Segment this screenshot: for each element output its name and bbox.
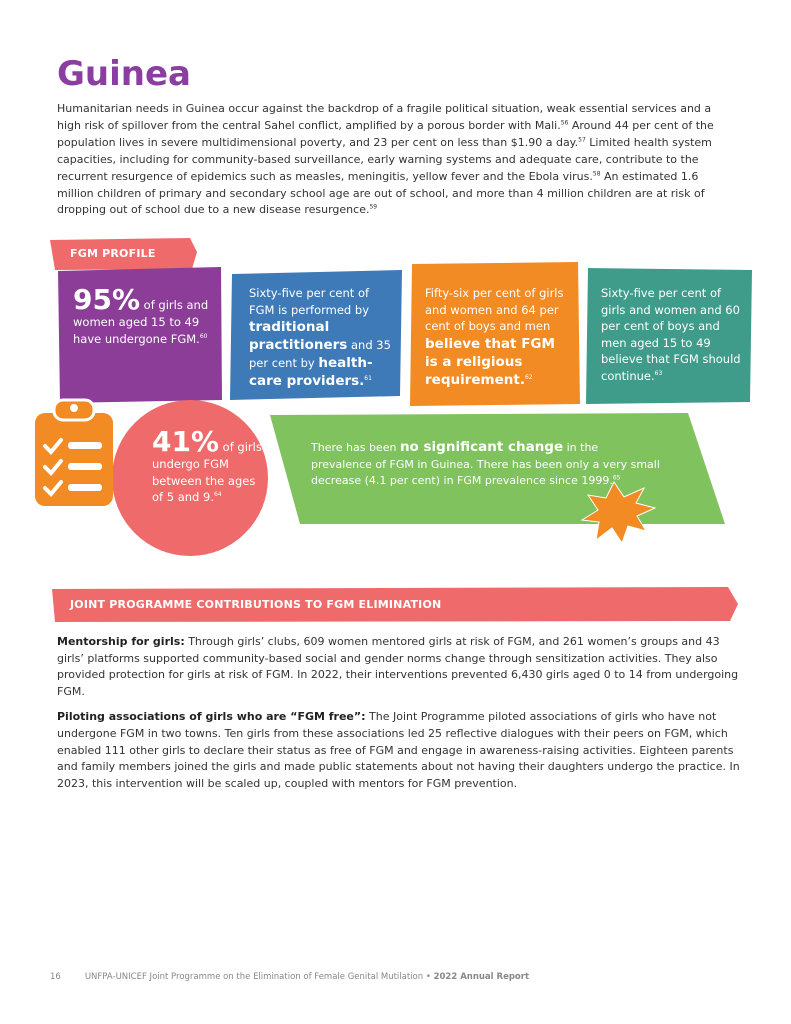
intro-text-1: Humanitarian needs in Guinea occur against the backdrop of a fragile political situation, weak essential services and a high risk of spillover from the central Sahel conflict, amplified by a porous border with Mali. (57, 102, 712, 132)
footnote-ref: 58 (592, 169, 601, 177)
joint-programme-section (57, 634, 741, 801)
circle-text (152, 425, 262, 506)
clipboard-checklist-icon (35, 400, 113, 506)
page-title: Guinea (57, 54, 191, 94)
joint-programme-tab-label: JOINT PROGRAMME CONTRIBUTIONS TO FGM ELIMINATION (70, 598, 442, 611)
stat-41-percent: 41% (152, 425, 220, 458)
piloting-heading: Piloting associations of girls who are “FGM free”: (57, 710, 366, 724)
card-2-body-1: Sixty-five per cent of FGM is performed by (249, 286, 370, 317)
intro-text-3: Limited health system capacities, including for community-based surveillance, early warning systems and adequate care, contribute to the recurrent resurgence of epidemics such as measles, meningitis, yellow fever and the Ebola virus. (57, 135, 712, 183)
card-3-body: Fifty-six per cent of girls and women and 64 per cent of boys and men (425, 286, 564, 333)
paragraph-mentorship (57, 634, 741, 700)
card-4-body: Sixty-five per cent of girls and women and 60 per cent of boys and men aged 15 to 49 believe that FGM should continue. (601, 286, 741, 383)
banner-bold: no significant change (399, 439, 564, 455)
footnote-ref: 59 (369, 203, 378, 211)
footnote-ref: 62 (524, 373, 533, 381)
card-2-text (249, 285, 391, 390)
intro-text-2: Around 44 per cent of the population lives in severe multidimensional poverty, and 23 per cent on less than $1.90 a day. (57, 118, 714, 149)
footnote-ref: 56 (560, 119, 569, 127)
banner-body-2: in the prevalence of FGM in Guinea. There has been only a very small decrease (4.1 per cent) in FGM prevalence since 1999. (311, 441, 660, 487)
footnote-ref: 60 (199, 332, 208, 340)
intro-text-4: An estimated 1.6 million children of primary and secondary school age are out of school, and more than 4 million children are at risk of dropping out of school due to a new disease resurgence. (57, 169, 705, 217)
footer-text: UNFPA-UNICEF Joint Programme on the Elimination of Female Genital Mutilation (84, 972, 424, 982)
banner-body-1: There has been (311, 441, 400, 454)
footer-report-name: 2022 Annual Report (433, 972, 530, 982)
footnote-ref: 57 (578, 136, 586, 144)
stat-95-percent: 95% (73, 283, 141, 316)
page-footer (50, 972, 529, 982)
mentorship-heading: Mentorship for girls: (57, 635, 185, 648)
card-3-bold: believe that FGM is a religious requirement. (425, 335, 555, 388)
footnote-ref: 65 (612, 474, 621, 482)
footnote-ref: 63 (654, 369, 663, 377)
card-4-text (601, 285, 743, 384)
footer-separator: • (425, 972, 431, 982)
paragraph-piloting (57, 709, 741, 792)
card-3-text (425, 285, 565, 389)
footnote-ref: 61 (364, 375, 372, 383)
page-number: 16 (50, 972, 61, 982)
fgm-profile-tab-label: FGM PROFILE (70, 247, 156, 260)
banner-text (311, 438, 661, 490)
card-2-body-2: and 35 per cent by (249, 338, 391, 370)
card-2-bold-1: traditional practitioners (249, 319, 348, 353)
piloting-text: The Joint Programme piloted associations of girls who have not undergone FGM in two towns. Ten girls from these associations led 25 reflective dialogues with their peers on FGM, which enabled 111 other girls to declare their status as free of FGM and engage in awareness-raising activities. Eighteen parents and family members joined the girls and made public statements about not having their daughters undergo the practice. In 2023, this intervention will be scaled up, coupled with mentors for FGM prevention. (57, 710, 740, 790)
card-1-text (73, 283, 215, 347)
mentorship-text: Through girls’ clubs, 609 women mentored girls at risk of FGM, and 261 women’s groups and 43 girls’ platforms supported community-based social and gender norms change through sensitization activities. They also provided protection for girls at risk of FGM. In 2022, their interventions prevented 6,430 girls aged 0 to 14 from undergoing FGM. (57, 635, 739, 698)
card-2-bold-2: health-care providers. (249, 355, 373, 389)
footnote-ref: 64 (213, 491, 222, 499)
card-1-body: of girls and women aged 15 to 49 have undergone FGM. (73, 298, 209, 346)
circle-body: of girls undergo FGM between the ages of 5 and 9. (152, 440, 262, 504)
